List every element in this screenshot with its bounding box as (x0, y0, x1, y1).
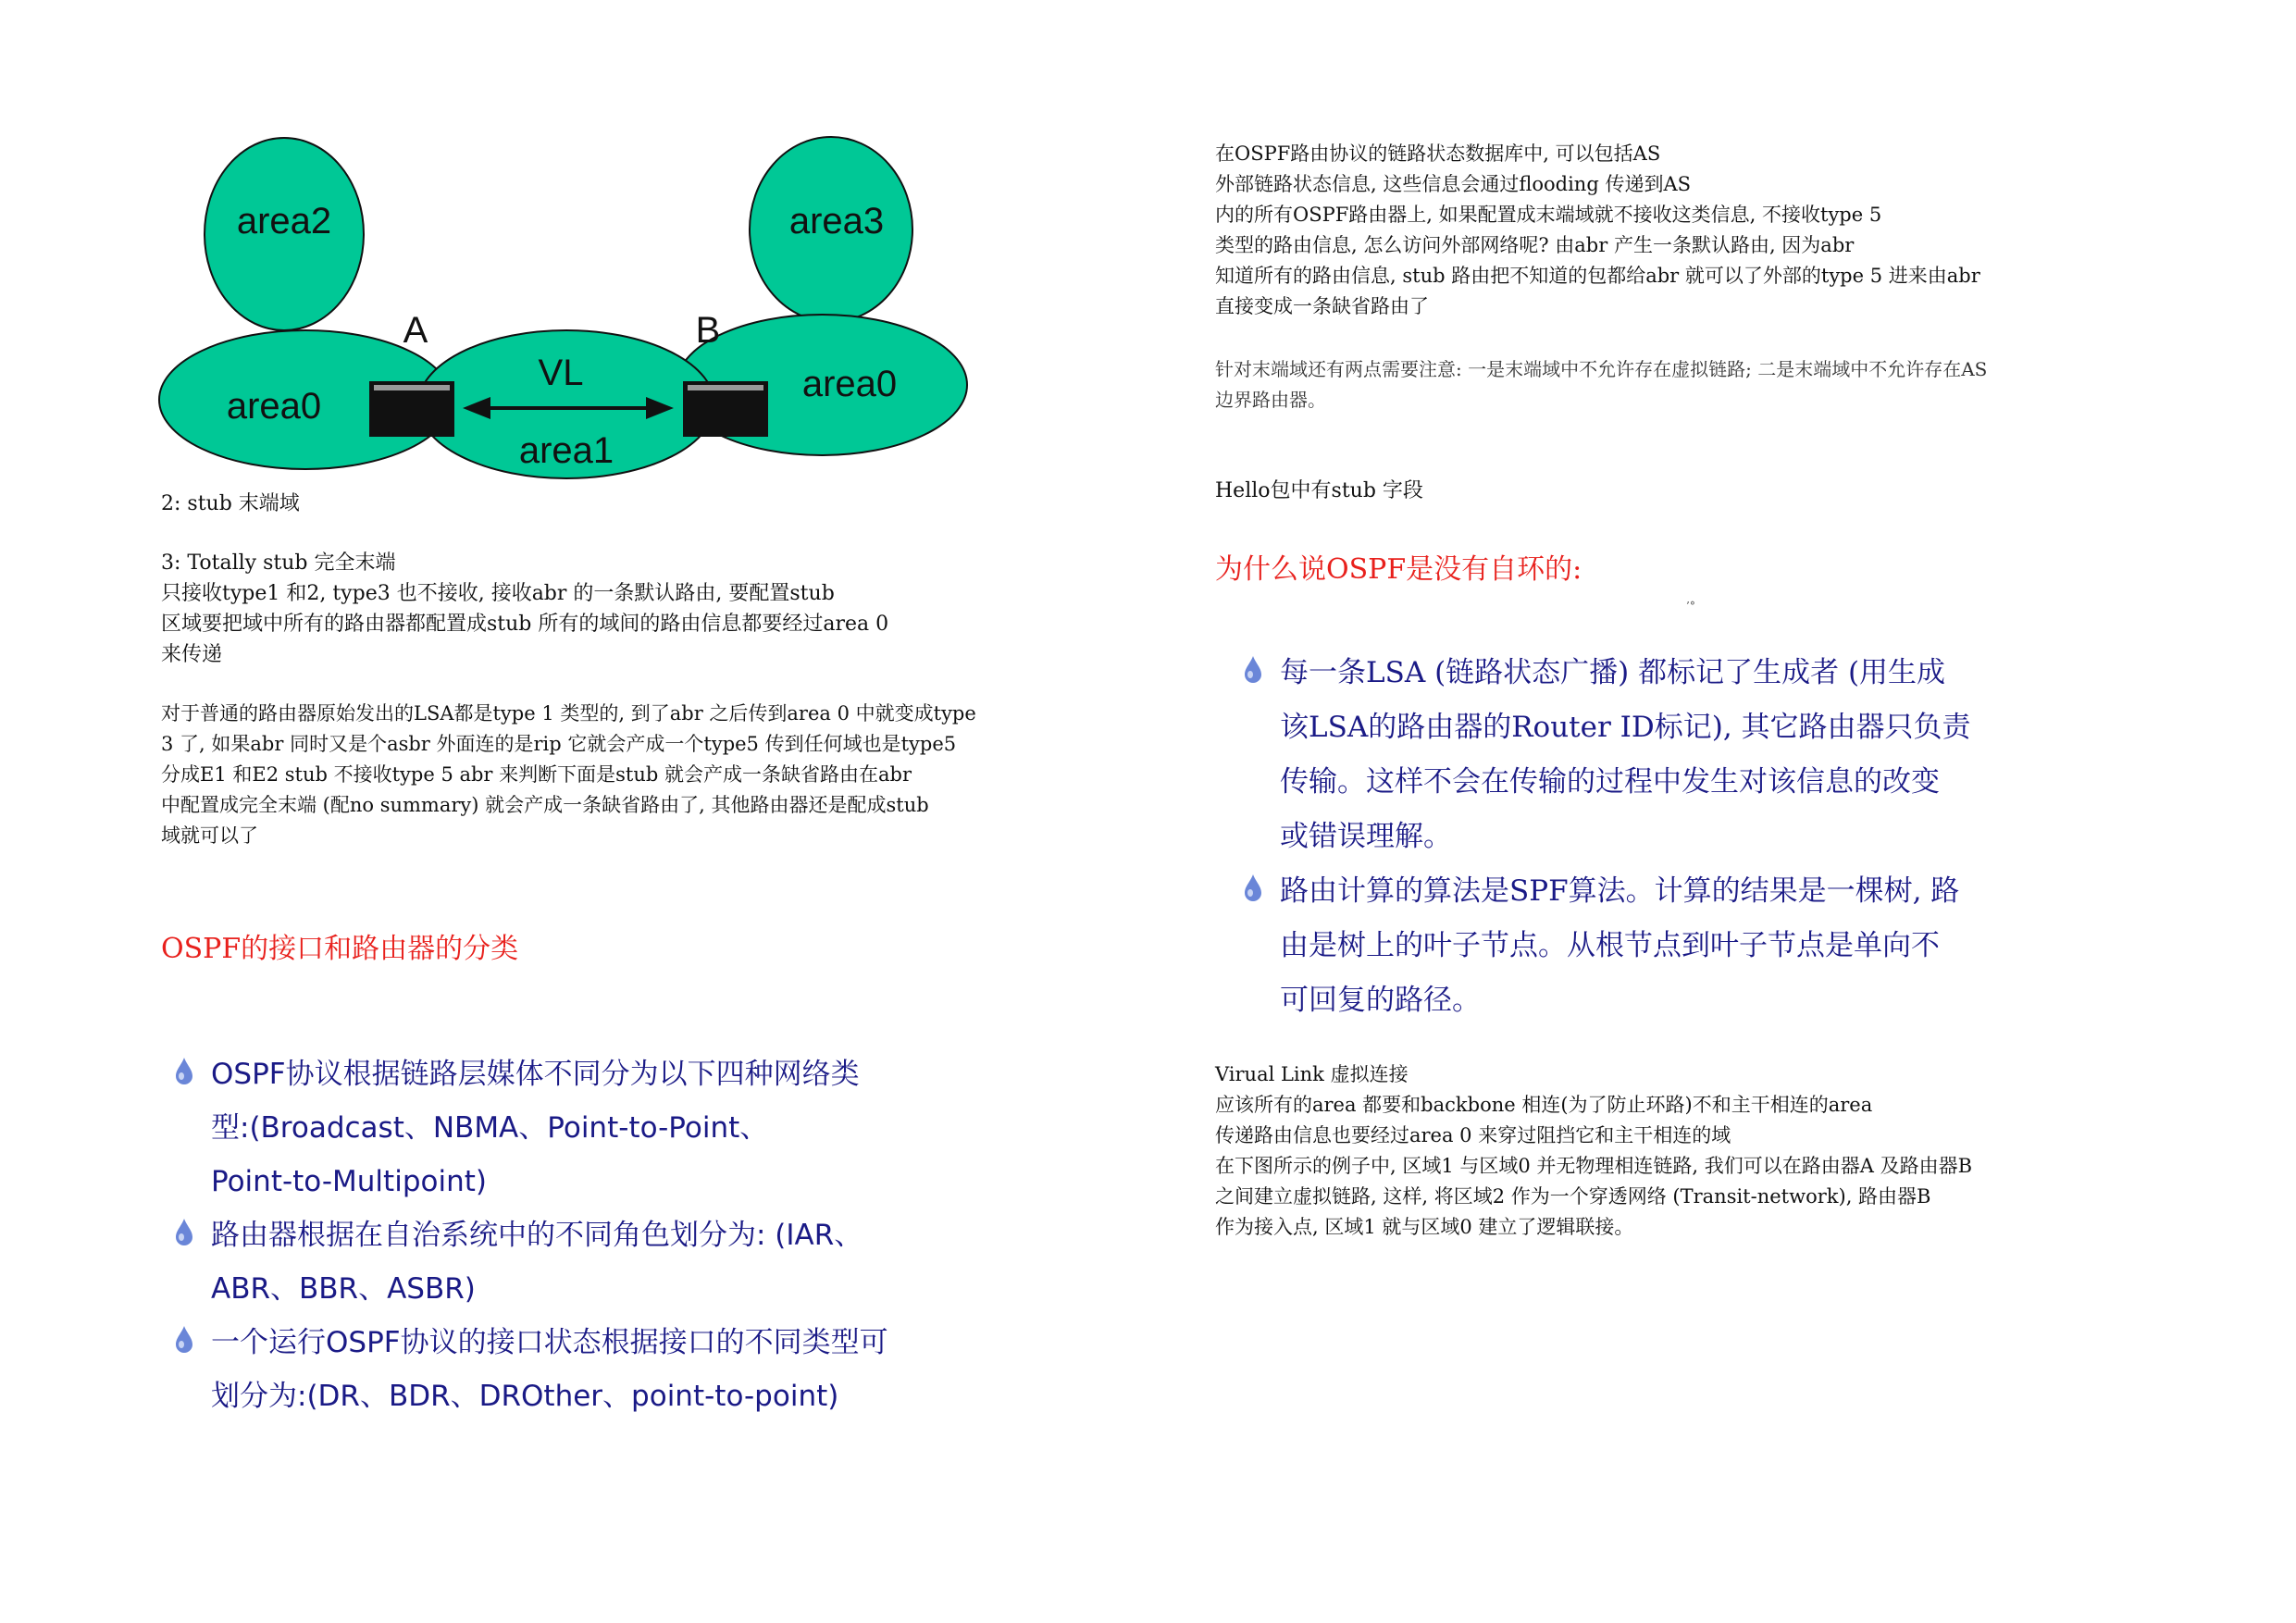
text-line: 在下图所示的例子中, 区域1 与区域0 并无物理相连链路, 我们可以在路由器A 及路由器B (1215, 1155, 1973, 1177)
text-line: 只接收type1 和2, type3 也不接收, 接收abr 的一条默认路由, 要配置stub (161, 582, 835, 605)
hello-stub-line: Hello包中有stub 字段 (1215, 479, 1423, 502)
list-item: OSPF协议根据链路层媒体不同分为以下四种网络类 型:(Broadcast、NBMA、Point-to-Point、 Point-to-Multipoint) (211, 1047, 888, 1208)
virtual-link-paragraph (1215, 1059, 1972, 1243)
text-line: 对于普通的路由器原始发出的LSA都是type 1 类型的, 到了abr 之后传到area 0 中就变成type (161, 702, 976, 725)
lsa-type-paragraph (161, 699, 976, 851)
stub-note-paragraph (1215, 354, 1987, 415)
text-line: 区域要把域中所有的路由器都配置成stub 所有的域间的路由信息都要经过area 0 (161, 613, 889, 636)
water-drop-bullet-icon (1243, 873, 1263, 901)
text-line: 边界路由器。 (1215, 389, 1326, 411)
stub-line: 2: stub 末端域 (161, 492, 300, 515)
text-line: 中配置成完全末端 (配no summary) 就会产成一条缺省路由了, 其他路由器还是配成stub (161, 794, 929, 816)
router-b (683, 381, 768, 437)
router-a (369, 381, 454, 437)
text-line: 域就可以了 (161, 824, 258, 847)
area2-label: area2 (236, 201, 332, 242)
text-line: Virual Link 虚拟连接 (1215, 1063, 1409, 1085)
area0-left-label: area0 (226, 386, 322, 427)
section-heading-interface-classification: OSPF的接口和路由器的分类 (161, 933, 519, 965)
text-line: 3 了, 如果abr 同时又是个asbr 外面连的是rip 它就会产成一个type5 传到任何域也是type5 (161, 733, 957, 755)
text-line: 类型的路由信息, 怎么访问外部网络呢? 由abr 产生一条默认路由, 因为abr (1215, 234, 1855, 256)
list-item: 每一条LSA (链路状态广播) 都标记了生成者 (用生成 该LSA的路由器的Router ID标记), 其它路由器只负责 传输。这样不会在传输的过程中发生对该信息的改变 或错误理解。 (1280, 646, 1971, 864)
list-item: 路由计算的算法是SPF算法。计算的结果是一棵树, 路 由是树上的叶子节点。从根节点到叶子节点是单向不 可回复的路径。 (1280, 864, 1971, 1028)
no-loop-bullet-list (1280, 646, 1971, 1028)
area1-label: area1 (518, 430, 614, 471)
water-drop-bullet-icon (1243, 655, 1263, 683)
totally-stub-paragraph (161, 548, 888, 670)
stray-mark: ’° (1686, 600, 1695, 613)
water-drop-bullet-icon (174, 1218, 194, 1245)
router-b-label: B (695, 310, 721, 351)
vl-label: VL (538, 353, 584, 393)
area3-label: area3 (788, 201, 885, 242)
as-external-paragraph (1215, 139, 1980, 322)
text-line: 在OSPF路由协议的链路状态数据库中, 可以包括AS (1215, 142, 1661, 165)
text-line: 来传递 (161, 643, 223, 666)
ospf-area-diagram (0, 0, 1018, 500)
text-line: 分成E1 和E2 stub 不接收type 5 abr 来判断下面是stub 就会产成一条缺省路由在abr (161, 763, 912, 786)
water-drop-bullet-icon (174, 1325, 194, 1353)
text-line: 内的所有OSPF路由器上, 如果配置成末端域就不接收这类信息, 不接收type 5 (1215, 204, 1882, 226)
text-line: 传递路由信息也要经过area 0 来穿过阻挡它和主干相连的域 (1215, 1124, 1731, 1146)
text-line: 作为接入点, 区域1 就与区域0 建立了逻辑联接。 (1215, 1216, 1634, 1238)
text-line: 应该所有的area 都要和backbone 相连(为了防止环路)不和主干相连的area (1215, 1094, 1873, 1116)
router-a-label: A (403, 310, 428, 351)
water-drop-bullet-icon (174, 1057, 194, 1084)
text-line: 针对末端域还有两点需要注意: 一是末端域中不允许存在虚拟链路; 二是末端域中不允许存在AS (1215, 358, 1988, 380)
text-line: 直接变成一条缺省路由了 (1215, 295, 1429, 317)
area0-right-label: area0 (801, 364, 898, 404)
section-heading-no-loop: 为什么说OSPF是没有自环的: (1215, 553, 1582, 586)
text-line: 之间建立虚拟链路, 这样, 将区域2 作为一个穿透网络 (Transit-network), 路由器B (1215, 1185, 1931, 1208)
classification-bullet-list (211, 1047, 888, 1423)
text-line: 3: Totally stub 完全末端 (161, 551, 396, 575)
text-line: 知道所有的路由信息, stub 路由把不知道的包都给abr 就可以了外部的type 5 进来由abr (1215, 265, 1980, 287)
text-line: 外部链路状态信息, 这些信息会通过flooding 传递到AS (1215, 173, 1691, 195)
list-item: 路由器根据在自治系统中的不同角色划分为: (IAR、 ABR、BBR、ASBR) (211, 1208, 888, 1316)
list-item: 一个运行OSPF协议的接口状态根据接口的不同类型可 划分为:(DR、BDR、DROther、point-to-point) (211, 1316, 888, 1423)
